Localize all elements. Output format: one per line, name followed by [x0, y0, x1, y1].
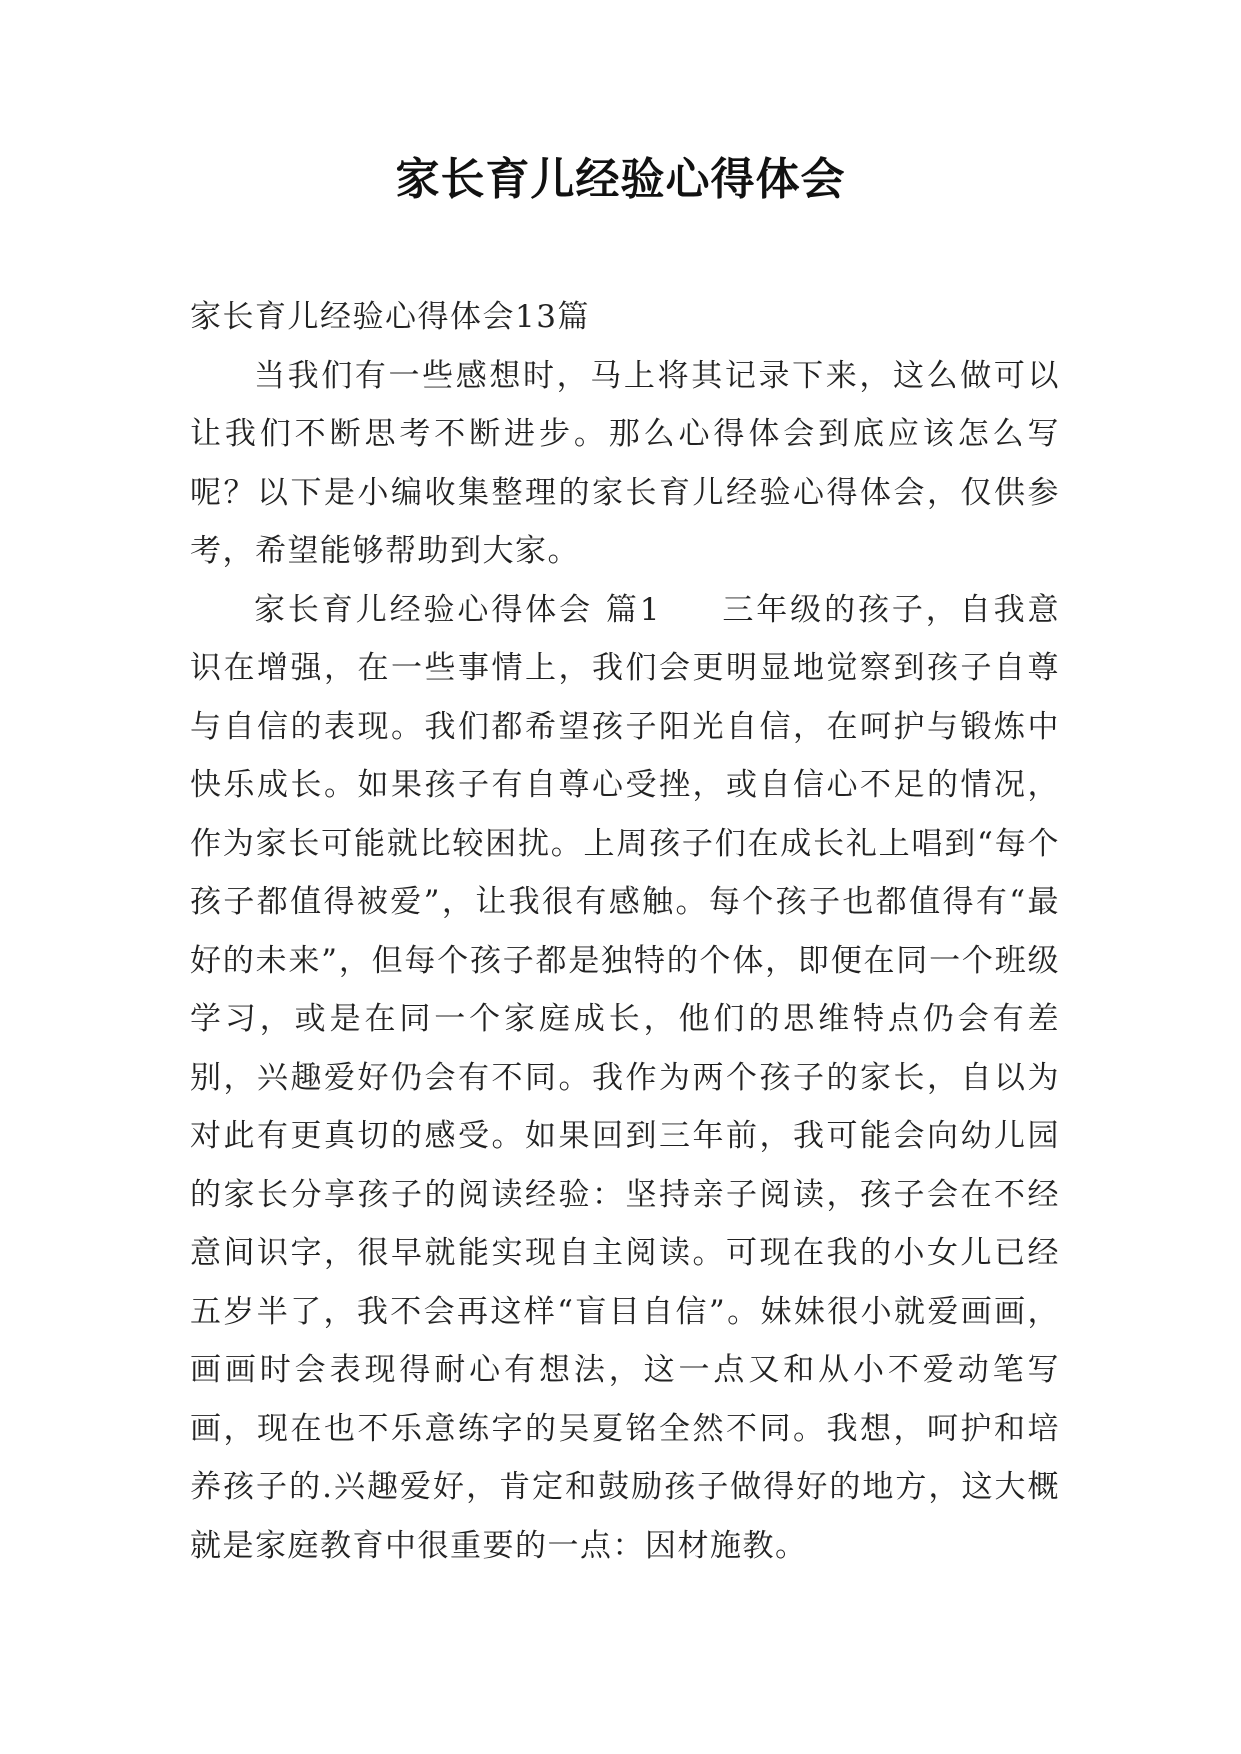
- document-body: [190, 288, 1060, 1575]
- intro-paragraph: 当我们有一些感想时，马上将其记录下来，这么做可以让我们不断思考不断进步。那么心得体会到底应该怎么写呢？以下是小编收集整理的家长育儿经验心得体会，仅供参考，希望能够帮助到大家。: [190, 357, 1060, 569]
- section-1-heading: 家长育儿经验心得体会 篇1: [254, 591, 661, 628]
- section-1-paragraph: [190, 581, 1060, 1576]
- document-title: 家长育儿经验心得体会: [395, 154, 846, 205]
- section-1-body: 三年级的孩子，自我意识在增强，在一些事情上，我们会更明显地觉察到孩子自尊与自信的表现。我们都希望孩子阳光自信，在呵护与锻炼中快乐成长。如果孩子有自尊心受挫，或自信心不足的情况，作为家长可能就比较困扰。上周孩子们在成长礼上唱到“每个孩子都值得被爱”，让我很有感触。每个孩子也都值得有“最好的未来”，但每个孩子都是独特的个体，即便在同一个班级学习，或是在同一个家庭成长，他们的思维特点仍会有差别，兴趣爱好仍会有不同。我作为两个孩子的家长，自以为对此有更真切的感受。如果回到三年前，我可能会向幼儿园的家长分享孩子的阅读经验：坚持亲子阅读，孩子会在不经意间识字，很早就能实现自主阅读。可现在我的小女儿已经五岁半了，我不会再这样“盲目自信”。妹妹很小就爱画画，画画时会表现得耐心有想法，这一点又和从小不爱动笔写画，现在也不乐意练字的吴夏铭全然不同。我想，呵护和培养孩子的.兴趣爱好，肯定和鼓励孩子做得好的地方，这大概就是家庭教育中很重要的一点：因材施教。: [190, 591, 1061, 1564]
- document-subtitle: 家长育儿经验心得体会13篇: [190, 299, 590, 335]
